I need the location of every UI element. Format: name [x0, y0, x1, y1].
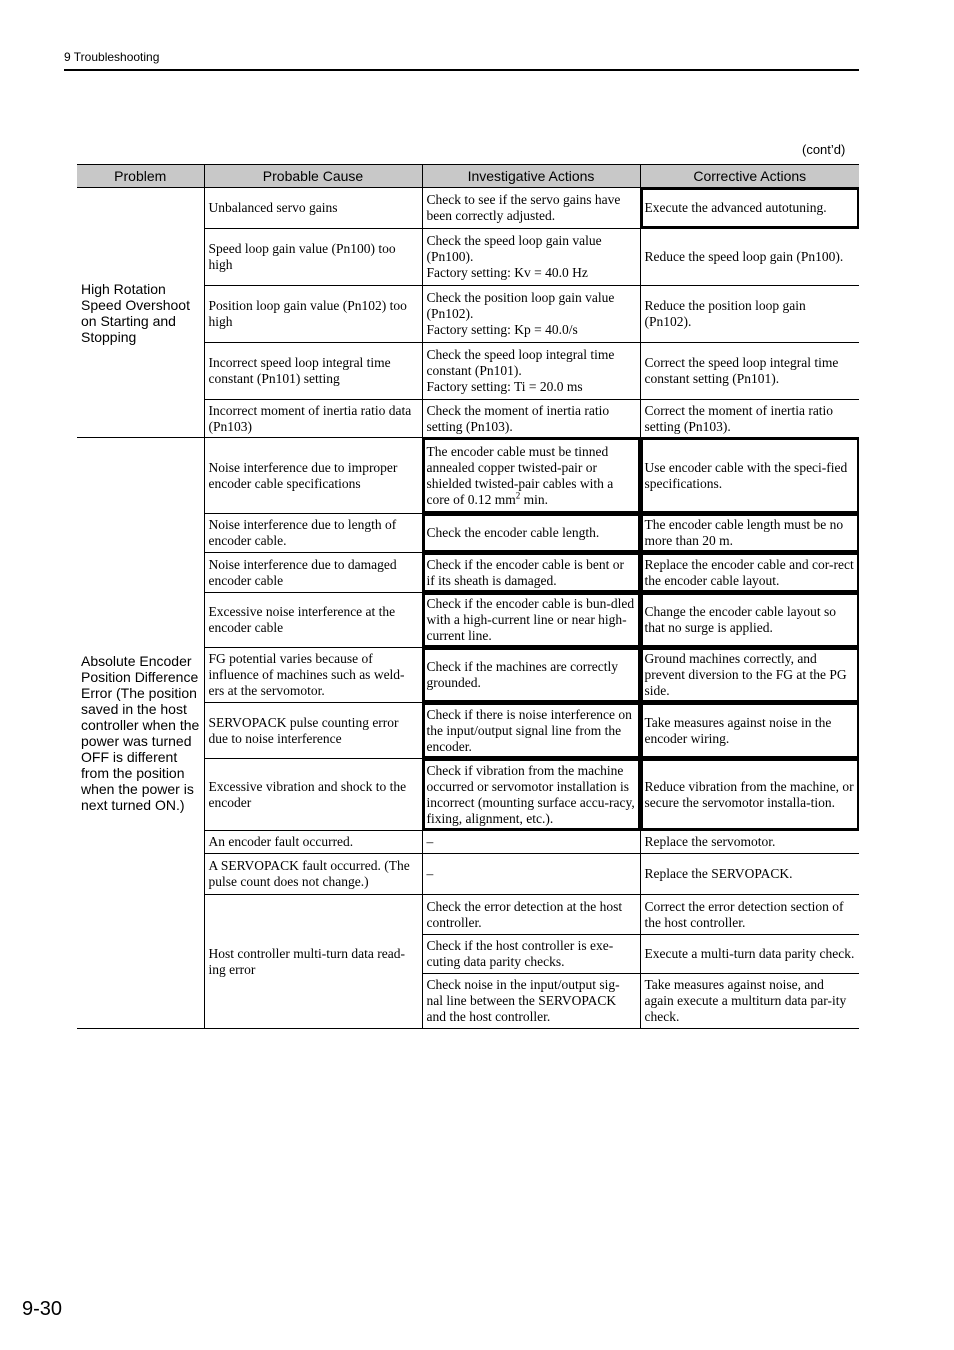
investigate-cell: Check if vibration from the machine occurred or servomotor installation is incorrect (mounting surface accu-racy, fixing, alignment, etc.). [422, 759, 640, 831]
running-head: 9 Troubleshooting [64, 50, 160, 64]
investigate-cell: Check if the machines are correctly grounded. [422, 648, 640, 703]
correct-cell: Correct the speed loop integral time constant setting (Pn101). [640, 343, 859, 400]
correct-cell: Reduce vibration from the machine, or secure the servomotor installa-tion. [640, 759, 859, 831]
problem-cell: Absolute Encoder Position Difference Error (The position saved in the host controller when the power was turned OFF is different from the position when the power is next turned ON.) [77, 438, 204, 1029]
investigate-cell: Check if the host controller is exe-cuting data parity checks. [422, 935, 640, 974]
header-rule [64, 69, 859, 71]
investigate-cell: Check the encoder cable length. [422, 514, 640, 553]
correct-cell: Correct the moment of inertia ratio setting (Pn103). [640, 400, 859, 438]
cause-cell: Incorrect speed loop integral time constant (Pn101) setting [204, 343, 422, 400]
cause-cell: A SERVOPACK fault occurred. (The pulse count does not change.) [204, 854, 422, 895]
continued-label: (cont’d) [802, 142, 846, 157]
page-number: 9-30 [22, 1298, 63, 1320]
correct-cell: Take measures against noise, and again execute a multiturn data par-ity check. [640, 974, 859, 1029]
troubleshooting-table [77, 164, 859, 1029]
cause-cell: Unbalanced servo gains [204, 188, 422, 229]
header-investigative-actions: Investigative Actions [422, 165, 640, 188]
investigate-cell: Check the moment of inertia ratio setting (Pn103). [422, 400, 640, 438]
correct-cell: Execute the advanced autotuning. [640, 188, 859, 229]
header-corrective-actions: Corrective Actions [640, 165, 859, 188]
cause-cell: Noise interference due to damaged encoder cable [204, 553, 422, 593]
investigate-cell: Check if the encoder cable is bent or if its sheath is damaged. [422, 553, 640, 593]
cause-cell: FG potential varies because of influence of machines such as weld-ers at the servomotor. [204, 648, 422, 703]
correct-cell: Ground machines correctly, and prevent diversion to the FG at the PG side. [640, 648, 859, 703]
correct-cell: Reduce the speed loop gain (Pn100). [640, 229, 859, 286]
investigate-cell: Check if the encoder cable is bun-dled with a high-current line or near high-current line. [422, 593, 640, 648]
correct-cell: The encoder cable length must be no more than 20 m. [640, 514, 859, 553]
investigate-cell: – [422, 831, 640, 854]
header-problem: Problem [77, 165, 204, 188]
investigate-cell: Check the speed loop gain value (Pn100). Factory setting: Kv = 40.0 Hz [422, 229, 640, 286]
investigate-cell: Check to see if the servo gains have been correctly adjusted. [422, 188, 640, 229]
correct-cell: Reduce the position loop gain (Pn102). [640, 286, 859, 343]
investigate-cell: – [422, 854, 640, 895]
cause-cell: An encoder fault occurred. [204, 831, 422, 854]
investigate-cell: Check noise in the input/output sig-nal line between the SERVOPACK and the host controller. [422, 974, 640, 1029]
table-row [77, 438, 859, 514]
cause-cell: Noise interference due to improper encoder cable specifications [204, 438, 422, 514]
cause-cell: Host controller multi-turn data read-ing error [204, 895, 422, 1029]
investigate-cell: Check the error detection at the host controller. [422, 895, 640, 935]
cause-cell: Position loop gain value (Pn102) too high [204, 286, 422, 343]
investigate-cell [422, 438, 640, 514]
cause-cell: Excessive vibration and shock to the encoder [204, 759, 422, 831]
table-header-row [77, 165, 859, 188]
investigate-text: The encoder cable must be tinned annealed copper twisted-pair or shielded twisted-pair cables with a core of 0.12 mm [426, 443, 614, 507]
cause-cell: Incorrect moment of inertia ratio data (Pn103) [204, 400, 422, 438]
investigate-text-end: min. [520, 491, 548, 507]
cause-cell: Noise interference due to length of encoder cable. [204, 514, 422, 553]
correct-cell: Take measures against noise in the encoder wiring. [640, 703, 859, 759]
table-row [77, 188, 859, 229]
correct-cell: Replace the SERVOPACK. [640, 854, 859, 895]
problem-cell: High Rotation Speed Overshoot on Starting and Stopping [77, 188, 204, 438]
header-probable-cause: Probable Cause [204, 165, 422, 188]
cause-cell: SERVOPACK pulse counting error due to noise interference [204, 703, 422, 759]
correct-cell: Use encoder cable with the speci-fied specifications. [640, 438, 859, 514]
correct-cell: Change the encoder cable layout so that no surge is applied. [640, 593, 859, 648]
correct-cell: Execute a multi-turn data parity check. [640, 935, 859, 974]
correct-cell: Replace the servomotor. [640, 831, 859, 854]
correct-cell: Correct the error detection section of the host controller. [640, 895, 859, 935]
cause-cell: Speed loop gain value (Pn100) too high [204, 229, 422, 286]
investigate-cell: Check if there is noise interference on the input/output signal line from the encoder. [422, 703, 640, 759]
cause-cell: Excessive noise interference at the encoder cable [204, 593, 422, 648]
investigate-cell: Check the speed loop integral time constant (Pn101). Factory setting: Ti = 20.0 ms [422, 343, 640, 400]
superscript: 2 [515, 490, 521, 500]
investigate-cell: Check the position loop gain value (Pn102). Factory setting: Kp = 40.0/s [422, 286, 640, 343]
correct-cell: Replace the encoder cable and cor-rect the encoder cable layout. [640, 553, 859, 593]
